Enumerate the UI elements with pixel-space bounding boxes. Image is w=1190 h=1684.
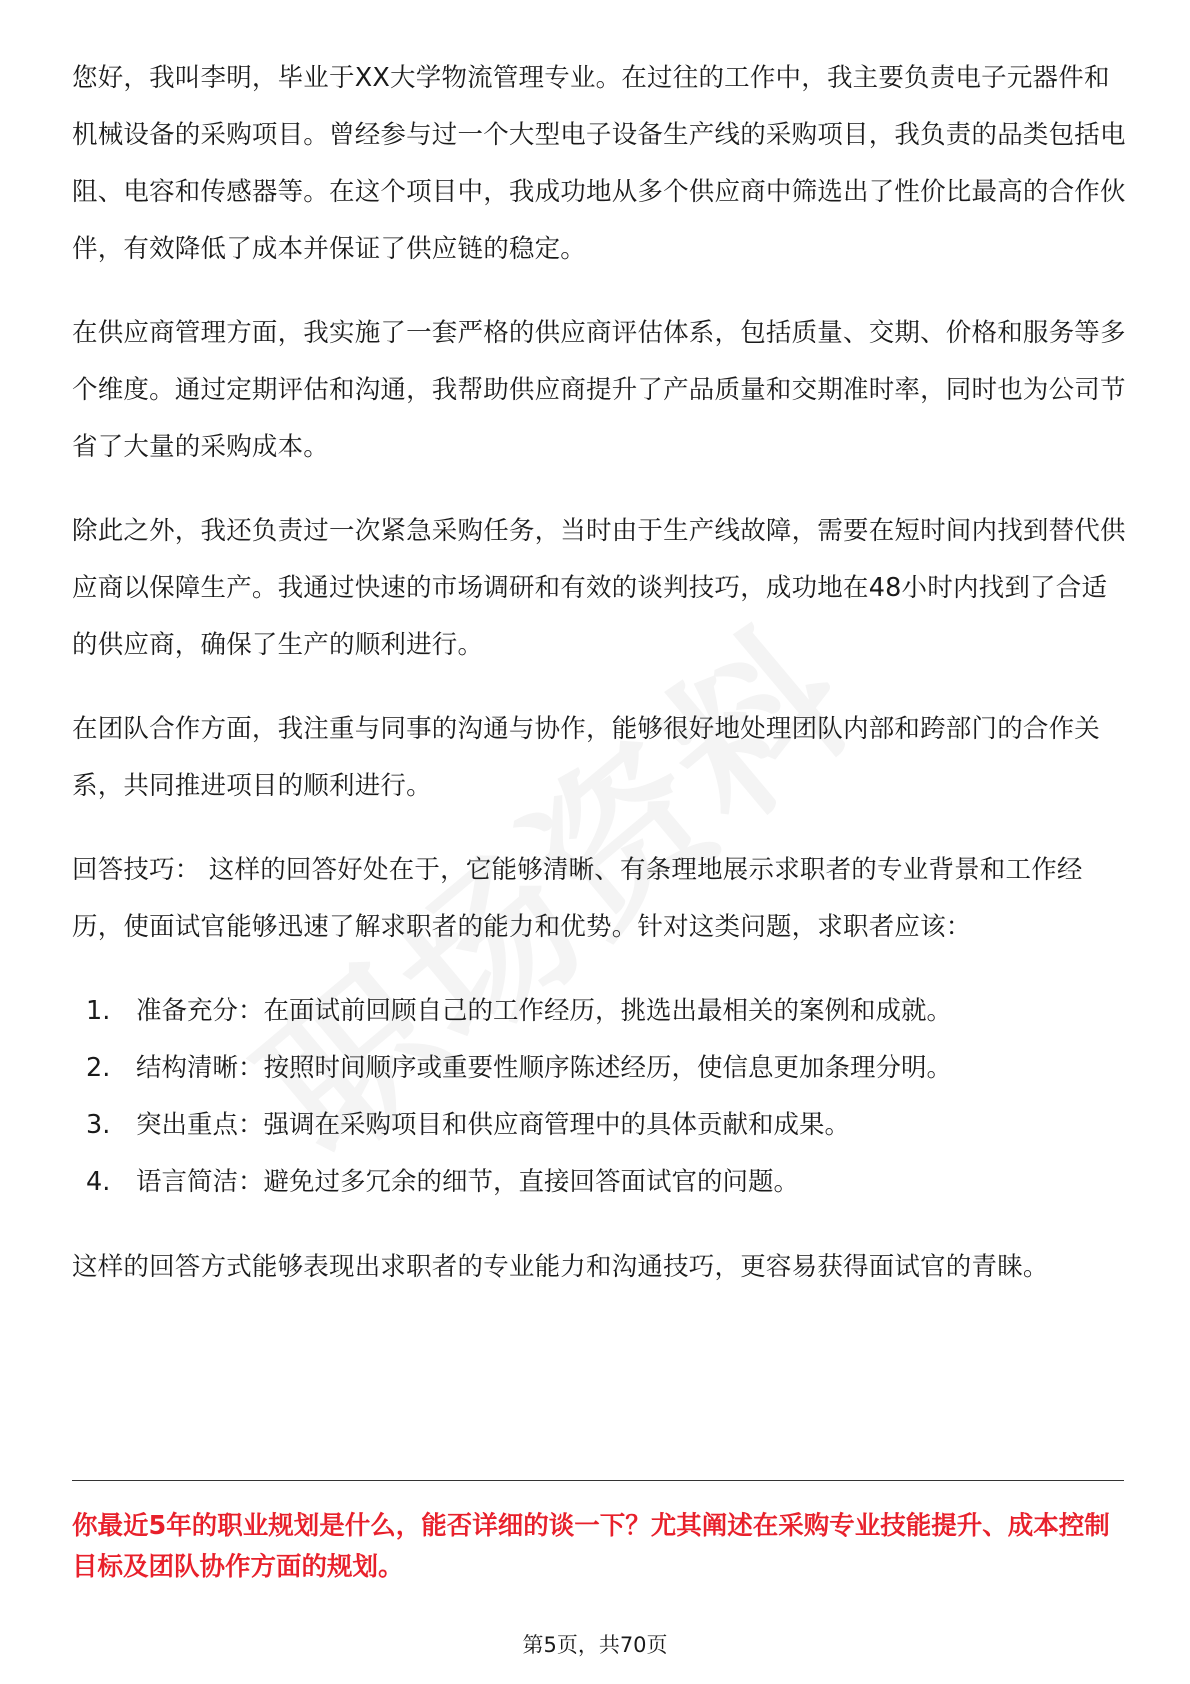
section-divider [72, 1480, 1124, 1481]
list-item [72, 1040, 1132, 1097]
answer-tips-intro: 回答技巧： 这样的回答好处在于，它能够清晰、有条理地展示求职者的专业背景和工作经历，使面试官能够迅速了解求职者的能力和优势。针对这类问题，求职者应该： [72, 855, 1083, 942]
closing-paragraph: 这样的回答方式能够表现出求职者的专业能力和沟通技巧，更容易获得面试官的青睐。 [72, 1252, 1049, 1282]
list-text: 结构清晰：按照时间顺序或重要性顺序陈述经历，使信息更加条理分明。 [136, 1053, 953, 1083]
list-text: 准备充分：在面试前回顾自己的工作经历，挑选出最相关的案例和成就。 [136, 996, 953, 1026]
answer-paragraph-1: 您好，我叫李明，毕业于XX大学物流管理专业。在过往的工作中，我主要负责电子元器件和机械设备的采购项目。曾经参与过一个大型电子设备生产线的采购项目，我负责的品类包括电阻、电容和传感器等。在这个项目中，我成功地从多个供应商中筛选出了性价比最高的合作伙伴，有效降低了成本并保证了供应链的稳定。 [72, 63, 1126, 264]
answer-content [72, 50, 1132, 1323]
page-footer: 第5页，共70页 [522, 1633, 668, 1657]
list-item [72, 1154, 1132, 1211]
list-number: 1. [86, 996, 111, 1026]
list-item [72, 983, 1132, 1040]
list-text: 突出重点：强调在采购项目和供应商管理中的具体贡献和成果。 [136, 1110, 851, 1140]
next-question: 你最近5年的职业规划是什么，能否详细的谈一下？尤其阐述在采购专业技能提升、成本控制目标及团队协作方面的规划。 [72, 1511, 1110, 1582]
list-item [72, 1097, 1132, 1154]
answer-paragraph-3: 除此之外，我还负责过一次紧急采购任务，当时由于生产线故障，需要在短时间内找到替代供应商以保障生产。我通过快速的市场调研和有效的谈判技巧，成功地在48小时内找到了合适的供应商，确保了生产的顺利进行。 [72, 516, 1126, 660]
tips-list [72, 983, 1132, 1211]
list-number: 3. [86, 1110, 111, 1140]
answer-paragraph-4: 在团队合作方面，我注重与同事的沟通与协作，能够很好地处理团队内部和跨部门的合作关系，共同推进项目的顺利进行。 [72, 714, 1101, 801]
answer-paragraph-2: 在供应商管理方面，我实施了一套严格的供应商评估体系，包括质量、交期、价格和服务等多个维度。通过定期评估和沟通，我帮助供应商提升了产品质量和交期准时率，同时也为公司节省了大量的采购成本。 [72, 318, 1126, 462]
list-text: 语言简洁：避免过多冗余的细节，直接回答面试官的问题。 [136, 1167, 800, 1197]
list-number: 2. [86, 1053, 111, 1083]
list-number: 4. [86, 1167, 111, 1197]
